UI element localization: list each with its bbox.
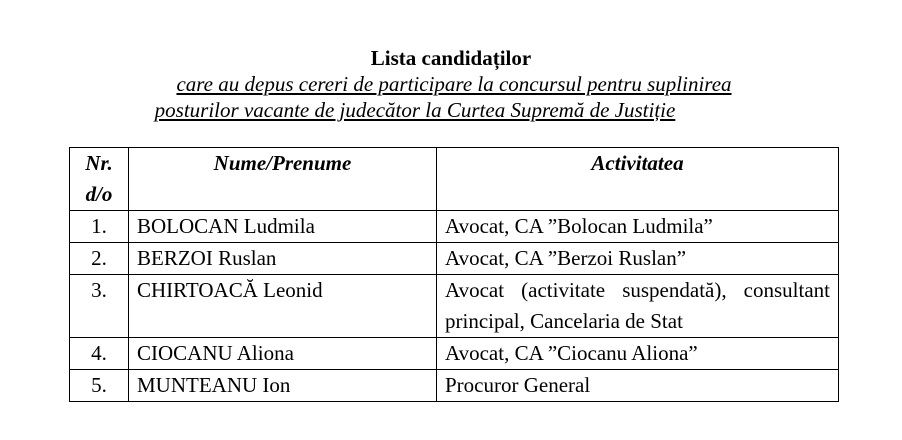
header-nr-line-2: d/o — [85, 182, 113, 206]
candidate-name: BOLOCAN Ludmila — [129, 211, 437, 243]
candidate-activity: Avocat, CA ”Berzoi Ruslan” — [437, 243, 839, 275]
row-number: 5. — [70, 370, 129, 402]
candidate-activity: Avocat (activitate suspendată), consultant principal, Cancelaria de Stat — [437, 275, 839, 338]
candidate-name: MUNTEANU Ion — [129, 370, 437, 402]
candidate-activity: Avocat, CA ”Bolocan Ludmila” — [437, 211, 839, 243]
row-number: 1. — [70, 211, 129, 243]
header-activity: Activitatea — [437, 148, 839, 211]
header-nr — [70, 148, 129, 211]
table-row — [70, 243, 839, 275]
table-row — [70, 338, 839, 370]
document-subtitle-line-2: posturilor vacante de judecător la Curtea Supremă de Justiție — [154, 98, 676, 122]
header-nr-line-1: Nr. — [85, 151, 113, 175]
row-number: 3. — [70, 275, 129, 338]
header-name: Nume/Prenume — [129, 148, 437, 211]
table-row — [70, 275, 839, 338]
candidate-name: CHIRTOACĂ Leonid — [129, 275, 437, 338]
row-number: 4. — [70, 338, 129, 370]
candidate-activity: Procuror General — [437, 370, 839, 402]
table-header-row — [70, 148, 839, 211]
document-title: Lista candidaților — [370, 46, 532, 70]
table-row — [70, 370, 839, 402]
table-row — [70, 211, 839, 243]
candidate-name: CIOCANU Aliona — [129, 338, 437, 370]
candidate-activity: Avocat, CA ”Ciocanu Aliona” — [437, 338, 839, 370]
document-subtitle-line-1: care au depus cereri de participare la concursul pentru suplinirea — [176, 72, 732, 96]
candidate-name: BERZOI Ruslan — [129, 243, 437, 275]
row-number: 2. — [70, 243, 129, 275]
candidates-table — [69, 147, 839, 402]
